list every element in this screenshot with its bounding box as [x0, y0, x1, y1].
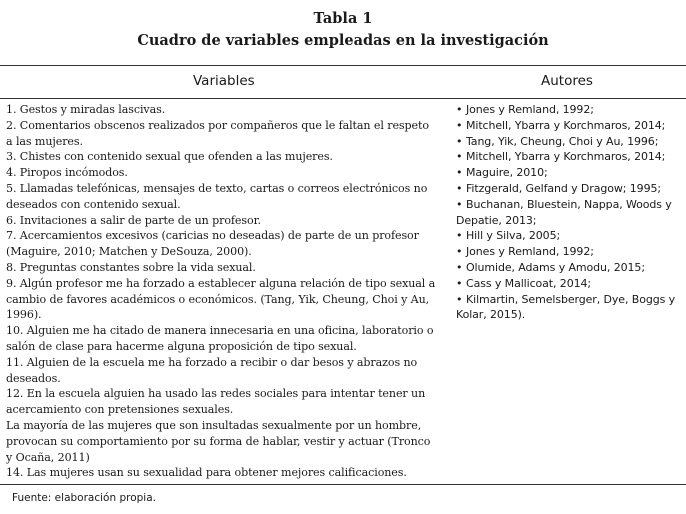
author-item — [456, 244, 682, 260]
author-item — [456, 102, 682, 118]
author-item — [456, 276, 682, 292]
bullet-icon: • — [456, 276, 463, 290]
author-item — [456, 149, 682, 165]
author-item — [456, 181, 682, 197]
bullet-icon: • — [456, 118, 463, 132]
author-text: Mitchell, Ybarra y Korchmaros, 2014; — [466, 118, 666, 132]
author-text: Jones y Remland, 1992; — [466, 245, 594, 259]
variable-item: 10. Alguien me ha citado de manera innecesaria en una oficina, laboratorio o salón de clase para hacerme alguna proposición de tipo sexual. — [6, 324, 434, 353]
bullet-icon: • — [456, 166, 463, 180]
variable-item: La mayoría de las mujeres que son insultadas sexualmente por un hombre, provocan su comportamiento por su forma de hablar, vestir y actuar (Tronco y Ocaña, 2011) — [6, 418, 431, 464]
author-item — [456, 228, 682, 244]
author-item — [456, 134, 682, 150]
bullet-icon: • — [456, 229, 463, 243]
table-subtitle: Cuadro de variables empleadas en la investigación — [137, 32, 549, 49]
variable-item: 11. Alguien de la escuela me ha forzado a recibir o dar besos y abrazos no deseados. — [6, 355, 418, 385]
header-rule — [0, 98, 686, 99]
author-item — [456, 197, 682, 229]
bullet-icon: • — [456, 197, 463, 211]
variable-item: 3. Chistes con contenido sexual que ofenden a las mujeres. — [6, 150, 333, 164]
author-text: Cass y Mallicoat, 2014; — [466, 276, 592, 290]
header-variables: Variables — [193, 73, 255, 89]
author-text: Olumide, Adams y Amodu, 2015; — [466, 260, 645, 274]
author-text: Maguire, 2010; — [466, 166, 548, 180]
variable-item: 2. Comentarios obscenos realizados por compañeros que le faltan el respeto a las mujeres. — [6, 118, 429, 148]
author-text: Jones y Remland, 1992; — [466, 103, 594, 116]
table-source-note: Fuente: elaboración propia. — [12, 492, 156, 504]
bullet-icon: • — [456, 150, 463, 164]
author-item — [456, 292, 682, 324]
author-text: Tang, Yik, Cheung, Choi y Au, 1996; — [466, 134, 659, 148]
variable-item: 12. En la escuela alguien ha usado las redes sociales para intentar tener un acercamiento con pretensiones sexuales. — [6, 387, 426, 417]
author-text: Hill y Silva, 2005; — [466, 229, 561, 243]
variable-item: 5. Llamadas telefónicas, mensajes de texto, cartas o correos electrónicos no deseados con contenido sexual. — [6, 181, 428, 211]
author-text: Mitchell, Ybarra y Korchmaros, 2014; — [466, 150, 666, 164]
table-title: Tabla 1 — [313, 10, 373, 27]
author-item — [456, 165, 682, 181]
variable-item: 7. Acercamientos excesivos (caricias no deseadas) de parte de un profesor (Maguire, 2010; Matchen y DeSouza, 2000). — [6, 229, 419, 259]
bullet-icon: • — [456, 260, 463, 274]
bullet-icon: • — [456, 292, 463, 306]
variables-list — [6, 102, 436, 481]
author-text: Buchanan, Bluestein, Nappa, Woods y Depatie, 2013; — [456, 197, 672, 227]
author-item — [456, 118, 682, 134]
authors-list — [456, 102, 682, 323]
author-item — [456, 260, 682, 276]
bullet-icon: • — [456, 245, 463, 259]
author-text: Fitzgerald, Gelfand y Dragow; 1995; — [466, 181, 661, 195]
bottom-rule — [0, 484, 686, 485]
variable-item: 8. Preguntas constantes sobre la vida sexual. — [6, 260, 256, 274]
author-text: Kilmartin, Semelsberger, Dye, Boggs y Kolar, 2015). — [456, 292, 676, 322]
top-rule — [0, 65, 686, 66]
variable-item: 9. Algún profesor me ha forzado a establecer alguna relación de tipo sexual a cambio de favores académicos o económicos. (Tang, Yik, Cheung, Choi y Au, 1996). — [6, 276, 436, 322]
header-authors: Autores — [541, 73, 593, 89]
bullet-icon: • — [456, 134, 463, 148]
variable-item: 4. Piropos incómodos. — [6, 166, 128, 180]
variable-item: 1. Gestos y miradas lascivas. — [6, 103, 166, 116]
variable-item: 14. Las mujeres usan su sexualidad para obtener mejores calificaciones. — [6, 466, 407, 480]
bullet-icon: • — [456, 181, 463, 195]
variable-item: 6. Invitaciones a salir de parte de un profesor. — [6, 213, 261, 227]
bullet-icon: • — [456, 103, 463, 116]
